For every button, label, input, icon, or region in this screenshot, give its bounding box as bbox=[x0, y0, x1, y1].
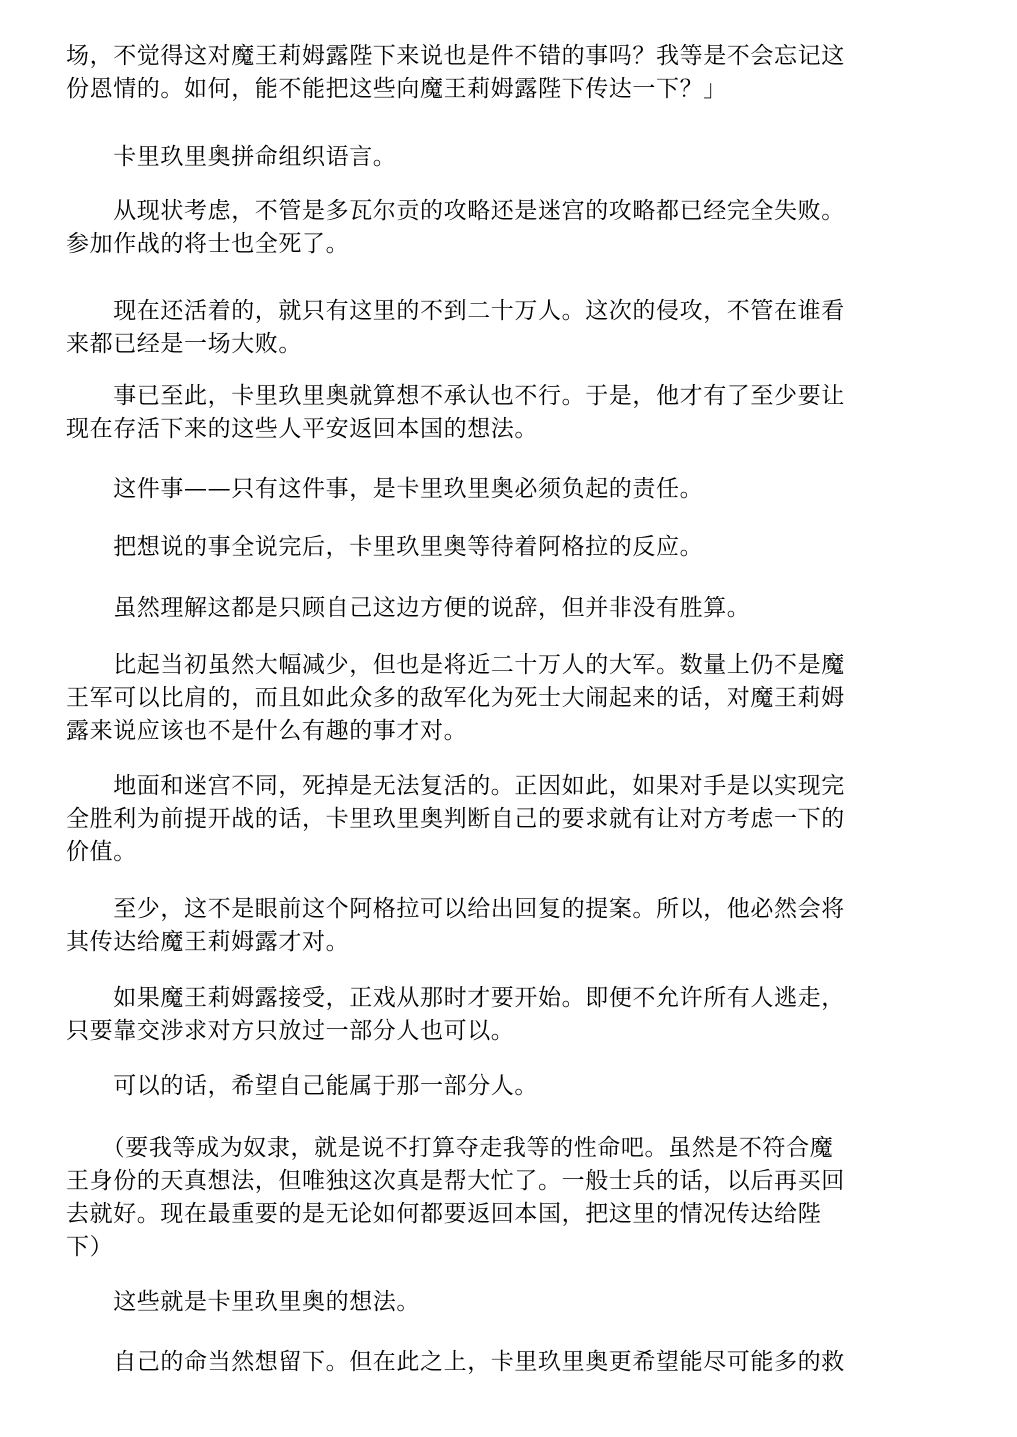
paragraph-1: 场，不觉得这对魔王莉姆露陛下来说也是件不错的事吗？我等是不会忘记这 份恩情的。如何，能不能把这些向魔王莉姆露陛下传达一下？」 bbox=[66, 43, 845, 102]
paragraph-10: 地面和迷宫不同，死掉是无法复活的。正因如此，如果对手是以实现完 全胜利为前提开战的话，卡里玖里奥判断自己的要求就有让对方考虑一下的 价值。 bbox=[66, 773, 845, 865]
paragraph-6: 这件事——只有这件事，是卡里玖里奥必须负起的责任。 bbox=[66, 476, 704, 502]
paragraph-8: 虽然理解这都是只顾自己这边方便的说辞，但并非没有胜算。 bbox=[66, 595, 751, 621]
paragraph-4: 现在还活着的，就只有这里的不到二十万人。这次的侵攻，不管在谁看 来都已经是一场大败。 bbox=[66, 298, 845, 357]
paragraph-5: 事已至此，卡里玖里奥就算想不承认也不行。于是，他才有了至少要让 现在存活下来的这些人平安返回本国的想法。 bbox=[66, 383, 845, 442]
paragraph-2: 卡里玖里奥拼命组织语言。 bbox=[66, 144, 397, 170]
paragraph-15: 这些就是卡里玖里奥的想法。 bbox=[66, 1289, 420, 1315]
paragraph-13: 可以的话，希望自己能属于那一部分人。 bbox=[66, 1073, 538, 1099]
paragraph-16: 自己的命当然想留下。但在此之上，卡里玖里奥更希望能尽可能多的救 bbox=[66, 1349, 845, 1375]
paragraph-11: 至少，这不是眼前这个阿格拉可以给出回复的提案。所以，他必然会将 其传达给魔王莉姆露才对。 bbox=[66, 896, 845, 955]
paragraph-9: 比起当初虽然大幅减少，但也是将近二十万人的大军。数量上仍不是魔 王军可以比肩的，而且如此众多的敌军化为死士大闹起来的话，对魔王莉姆 露来说应该也不是什么有趣的事才对。 bbox=[66, 652, 845, 744]
paragraph-14: （要我等成为奴隶，就是说不打算夺走我等的性命吧。虽然是不符合魔 王身份的天真想法，但唯独这次真是帮大忙了。一般士兵的话，以后再买回 去就好。现在最重要的是无论如何都要返回本国，把这里的情况传达给陛 下） bbox=[66, 1135, 845, 1260]
paragraph-12: 如果魔王莉姆露接受，正戏从那时才要开始。即便不允许所有人逃走， 只要靠交涉求对方只放过一部分人也可以。 bbox=[66, 985, 845, 1044]
paragraph-3: 从现状考虑，不管是多瓦尔贡的攻略还是迷宫的攻略都已经完全失败。 参加作战的将士也全死了。 bbox=[66, 198, 845, 257]
paragraph-7: 把想说的事全说完后，卡里玖里奥等待着阿格拉的反应。 bbox=[66, 534, 704, 560]
